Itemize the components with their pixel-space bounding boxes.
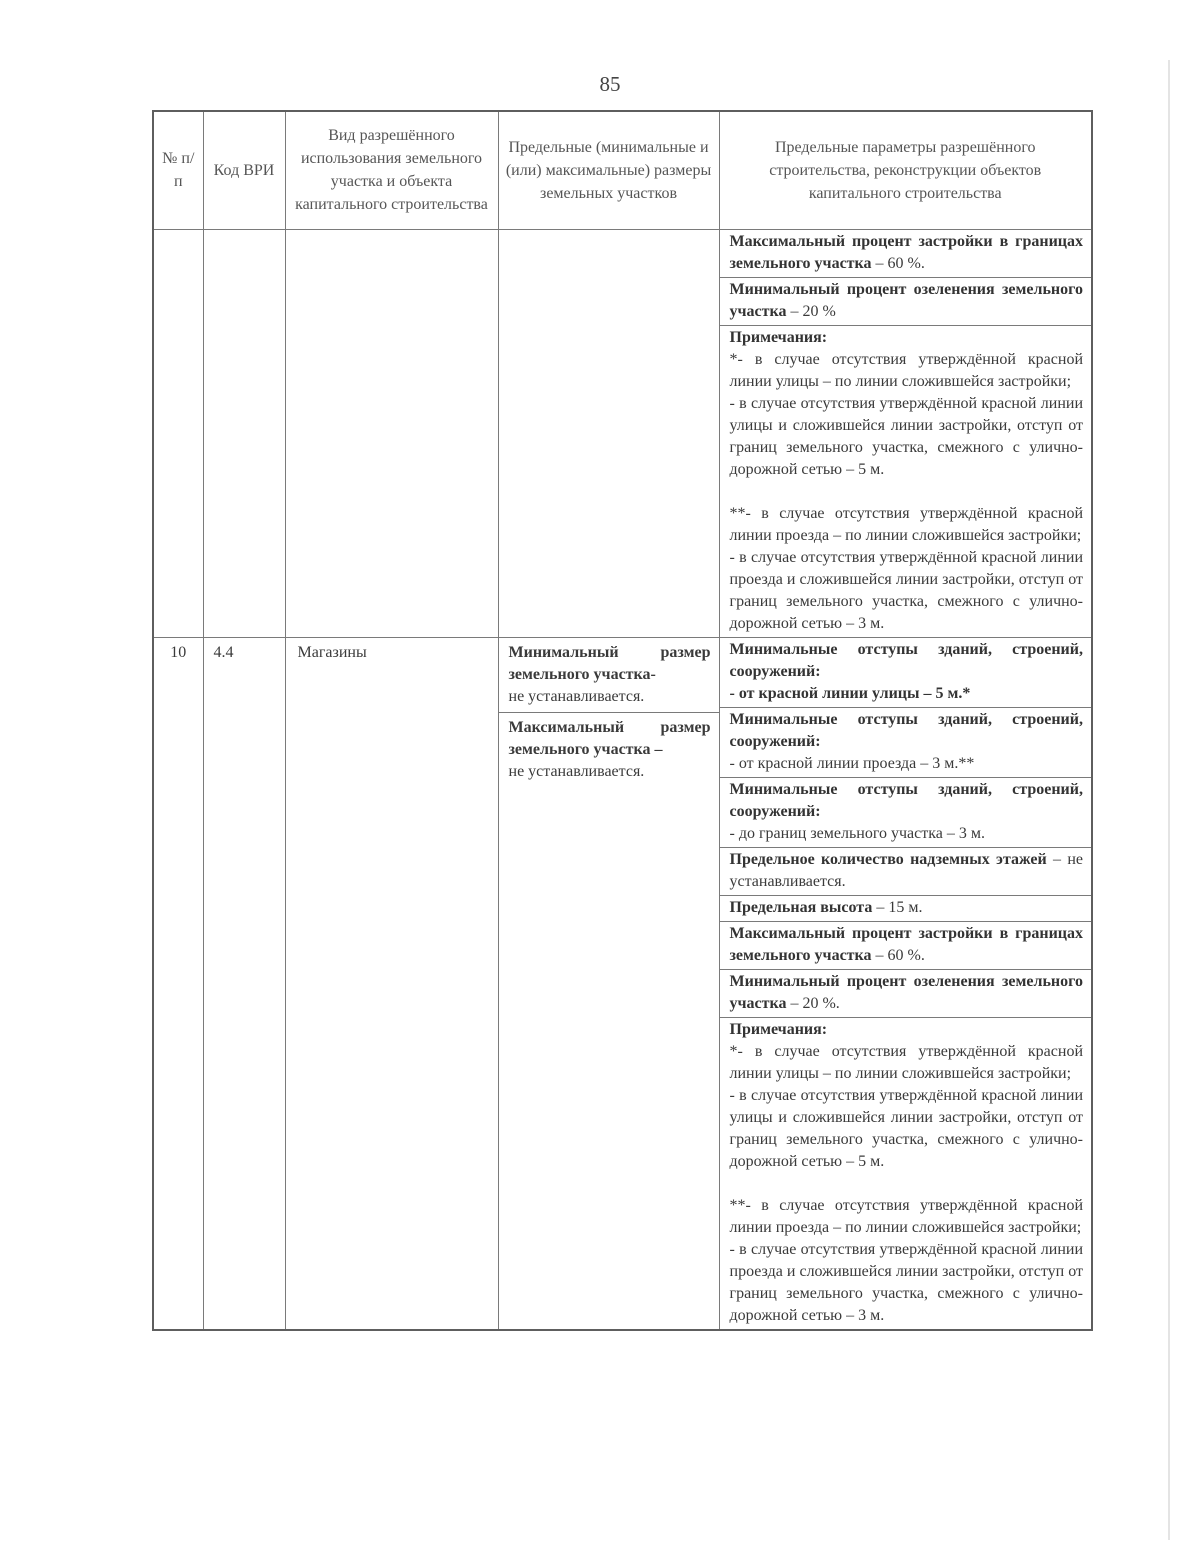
sizes-cell	[498, 637, 719, 1330]
param-max-coverage: Максимальный процент застройки в границах земельного участка – 60 %.	[720, 922, 1092, 970]
param-min-greenery: Минимальный процент озеленения земельного участка – 20 %	[720, 278, 1092, 326]
cont-code-cell	[203, 229, 285, 637]
note-line: - в случае отсутствия утверждённой красной линии проезда и сложившейся линии застройки, отступ от границ земельного участка, смежного с улично-дорожной сетью – 3 м.	[729, 1240, 1083, 1324]
param-max-coverage: Максимальный процент застройки в границах земельного участка – 60 %.	[720, 230, 1092, 278]
note-line: - в случае отсутствия утверждённой красной линии улицы и сложившейся линии застройки, отступ от границ земельного участка, смежного с улично-дорожной сетью – 5 м.	[729, 394, 1083, 478]
note-line: *- в случае отсутствия утверждённой красной линии улицы – по линии сложившейся застройки;	[729, 1042, 1083, 1082]
param-setback-passage: Минимальные отступы зданий, строений, сооружений: - от красной линии проезда – 3 м.**	[720, 708, 1092, 778]
scan-edge-line	[1168, 60, 1170, 1540]
param-setback-boundary: Минимальные отступы зданий, строений, сооружений: - до границ земельного участка – 3 м.	[720, 778, 1092, 848]
use-name: Магазины	[285, 637, 498, 1330]
param-floors: Предельное количество надземных этажей – не устанавливается.	[720, 848, 1092, 896]
vri-code: 4.4	[203, 637, 285, 1330]
header-params: Предельные параметры разрешённого строительства, реконструкции объектов капитального строительства	[719, 111, 1092, 229]
table-row-continuation	[153, 229, 1092, 637]
note-line: **- в случае отсутствия утверждённой красной линии проезда – по линии сложившейся застройки;	[729, 504, 1083, 544]
notes-block: Примечания: *- в случае отсутствия утверждённой красной линии улицы – по линии сложившейся застройки; - в случае отсутствия утверждённой красной линии улицы и сложившейся линии застройки, отступ от границ земельного участка, смежного с улично-дорожной сетью – 5 м. **- в случае отсутствия утверждённой красной линии проезда – по линии сложившейся застройки; - в случае отсутствия утверждённой красной линии проезда и сложившейся линии застройки, отступ от границ земельного участка, смежного с улично-дорожной сетью – 3 м.	[720, 326, 1092, 637]
notes-block: Примечания: *- в случае отсутствия утверждённой красной линии улицы – по линии сложившейся застройки; - в случае отсутствия утверждённой красной линии улицы и сложившейся линии застройки, отступ от границ земельного участка, смежного с улично-дорожной сетью – 5 м. **- в случае отсутствия утверждённой красной линии проезда – по линии сложившейся застройки; - в случае отсутствия утверждённой красной линии проезда и сложившейся линии застройки, отступ от границ земельного участка, смежного с улично-дорожной сетью – 3 м.	[720, 1018, 1092, 1329]
header-kind: Вид разрешённого использования земельного участка и объекта капитального строительства	[285, 111, 498, 229]
table-header-row	[153, 111, 1092, 229]
header-code: Код ВРИ	[203, 111, 285, 229]
row-number: 10	[153, 637, 203, 1330]
cont-name-cell	[285, 229, 498, 637]
min-size-block: Минимальный размер земельного участка- не устанавливается.	[508, 643, 711, 705]
note-line: **- в случае отсутствия утверждённой красной линии проезда – по линии сложившейся застройки;	[729, 1196, 1083, 1236]
cont-num-cell	[153, 229, 203, 637]
note-line: *- в случае отсутствия утверждённой красной линии улицы – по линии сложившейся застройки;	[729, 350, 1083, 390]
header-num: № п/п	[153, 111, 203, 229]
param-setback-street: Минимальные отступы зданий, строений, сооружений: - от красной линии улицы – 5 м.*	[720, 638, 1092, 708]
cont-sizes-cell	[498, 229, 719, 637]
max-size-block: Максимальный размер земельного участка – не устанавливается.	[508, 718, 711, 780]
note-line: - в случае отсутствия утверждённой красной линии улицы и сложившейся линии застройки, отступ от границ земельного участка, смежного с улично-дорожной сетью – 5 м.	[729, 1086, 1083, 1170]
zoning-table	[152, 110, 1093, 1331]
page-number: 85	[599, 72, 621, 96]
param-height: Предельная высота – 15 м.	[720, 896, 1092, 922]
params-cell	[719, 637, 1092, 1330]
cont-params-cell	[719, 229, 1092, 637]
table-row-10	[153, 637, 1092, 1330]
param-min-greenery: Минимальный процент озеленения земельного участка – 20 %.	[720, 970, 1092, 1018]
header-sizes: Предельные (минимальные и (или) максимальные) размеры земельных участков	[498, 111, 719, 229]
note-line: - в случае отсутствия утверждённой красной линии проезда и сложившейся линии застройки, отступ от границ земельного участка, смежного с улично-дорожной сетью – 3 м.	[729, 548, 1083, 632]
